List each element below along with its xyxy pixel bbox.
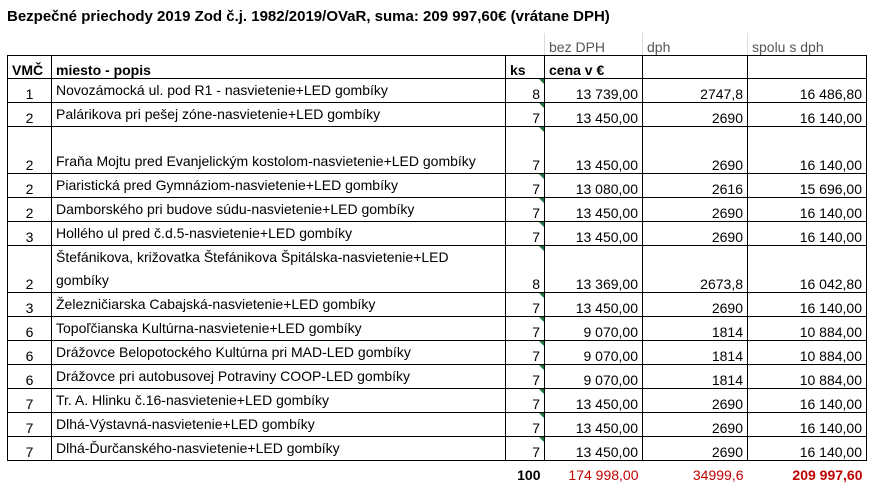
cell-vmc-value: 1 — [25, 85, 34, 102]
table-row — [8, 78, 867, 102]
cell-dph-value: 2690 — [711, 109, 743, 126]
cell-ks[interactable] — [506, 364, 545, 388]
cell-vmc[interactable] — [8, 340, 52, 364]
cell-dph[interactable] — [643, 436, 748, 460]
subheader-empty[interactable] — [506, 33, 545, 56]
cell-miesto[interactable] — [52, 221, 506, 245]
header-vmc[interactable]: VMČ — [8, 56, 52, 79]
cell-dph-value: 1814 — [711, 371, 743, 388]
cell-cena[interactable] — [545, 316, 643, 340]
header-cena[interactable]: cena v € — [545, 56, 643, 79]
cell-miesto-value: Hollého ul pred č.d.5-nasvietenie+LED gombíky — [56, 224, 353, 241]
table-row — [8, 173, 867, 197]
cell-ks[interactable] — [506, 292, 545, 316]
cell-miesto[interactable] — [52, 436, 506, 460]
total-empty[interactable] — [52, 460, 506, 483]
cell-miesto-value: Drážovce pri autobusovej Potraviny COOP-LED gombíky — [56, 367, 411, 384]
total-cena[interactable]: 174 998,00 — [568, 466, 639, 483]
cell-spolu-value: 10 884,00 — [799, 371, 862, 388]
cell-miesto[interactable] — [52, 340, 506, 364]
number-as-text-marker-icon — [539, 222, 545, 228]
cell-cena[interactable] — [545, 292, 643, 316]
cell-dph-value: 2690 — [711, 204, 743, 221]
cell-vmc[interactable] — [8, 197, 52, 221]
table-row — [8, 245, 867, 292]
cell-cena-value: 13 369,00 — [575, 275, 638, 292]
cell-ks[interactable] — [506, 388, 545, 412]
cell-vmc[interactable] — [8, 316, 52, 340]
cell-spolu[interactable] — [748, 221, 867, 245]
cell-vmc[interactable] — [8, 364, 52, 388]
number-as-text-marker-icon — [539, 246, 545, 252]
cell-spolu[interactable] — [748, 412, 867, 436]
table-row — [8, 102, 867, 126]
cell-dph[interactable] — [643, 316, 748, 340]
cell-cena[interactable] — [545, 221, 643, 245]
cell-vmc[interactable] — [8, 292, 52, 316]
cell-spolu[interactable] — [748, 364, 867, 388]
cell-dph-value: 2616 — [711, 180, 743, 197]
cell-cena-value: 9 070,00 — [583, 371, 638, 388]
cell-spolu-value: 10 884,00 — [799, 323, 862, 340]
cell-dph-value: 2690 — [711, 419, 743, 436]
cell-cena[interactable] — [545, 412, 643, 436]
cell-ks[interactable] — [506, 340, 545, 364]
subheader-empty[interactable] — [8, 33, 52, 56]
table-row — [8, 292, 867, 316]
cell-ks[interactable] — [506, 102, 545, 126]
totals-row — [8, 460, 867, 483]
cell-dph[interactable] — [643, 221, 748, 245]
cell-vmc[interactable] — [8, 412, 52, 436]
cell-miesto[interactable] — [52, 102, 506, 126]
cell-ks-value: 7 — [532, 443, 540, 460]
table-row — [8, 364, 867, 388]
cell-vmc-value: 3 — [25, 299, 34, 316]
cell-miesto[interactable] — [52, 197, 506, 221]
cell-spolu-value: 16 140,00 — [799, 443, 862, 460]
number-as-text-marker-icon — [539, 389, 545, 395]
number-as-text-marker-icon — [539, 437, 545, 443]
table-row — [8, 316, 867, 340]
cell-spolu-value: 15 696,00 — [799, 180, 862, 197]
cell-ks-value: 7 — [532, 156, 540, 173]
cell-dph-value: 2690 — [711, 228, 743, 245]
cell-dph[interactable] — [643, 292, 748, 316]
cell-dph[interactable] — [643, 173, 748, 197]
cell-dph-value: 2690 — [711, 156, 743, 173]
cell-miesto-value: Tr. A. Hlinku č.16-nasvietenie+LED gombíky — [56, 391, 329, 408]
table-row — [8, 388, 867, 412]
cell-dph[interactable] — [643, 197, 748, 221]
subheader-row — [8, 33, 867, 56]
cell-spolu-value: 16 140,00 — [799, 419, 862, 436]
cell-vmc[interactable] — [8, 436, 52, 460]
cell-cena-value: 13 450,00 — [575, 109, 638, 126]
cell-ks-value: 7 — [532, 419, 540, 436]
cell-vmc-value: 6 — [25, 323, 34, 340]
cell-spolu-value: 16 042,80 — [799, 275, 862, 292]
cell-cena[interactable] — [545, 173, 643, 197]
cell-cena[interactable] — [545, 78, 643, 102]
cell-miesto-value: Dlhá-Ďurčanského-nasvietenie+LED gombíky — [56, 439, 340, 456]
cell-cena[interactable] — [545, 126, 643, 173]
cell-dph[interactable] — [643, 340, 748, 364]
cell-miesto-value: Štefánikova, križovatka Štefánikova Špitálska-nasvietenie+LED gombíky — [56, 248, 449, 288]
total-dph[interactable]: 34999,6 — [692, 466, 744, 483]
cell-ks[interactable] — [506, 412, 545, 436]
number-as-text-marker-icon — [539, 413, 545, 419]
cell-miesto-value: Palárikova pri pešej zóne-nasvietenie+LED gombíky — [56, 105, 381, 122]
cell-cena-value: 13 739,00 — [575, 85, 638, 102]
cell-ks[interactable] — [506, 436, 545, 460]
cell-ks[interactable] — [506, 197, 545, 221]
cell-vmc-value: 7 — [25, 419, 34, 436]
cell-miesto[interactable] — [52, 364, 506, 388]
cell-miesto[interactable] — [52, 173, 506, 197]
cell-spolu-value: 16 140,00 — [799, 109, 862, 126]
cell-spolu[interactable] — [748, 78, 867, 102]
cell-cena-value: 13 450,00 — [575, 395, 638, 412]
cell-ks-value: 7 — [532, 204, 540, 221]
cell-vmc[interactable] — [8, 245, 52, 292]
table-row — [8, 126, 867, 173]
cell-ks-value: 7 — [532, 323, 540, 340]
cell-cena[interactable] — [545, 436, 643, 460]
table-row — [8, 412, 867, 436]
number-as-text-marker-icon — [539, 317, 545, 323]
cell-dph[interactable] — [643, 364, 748, 388]
cell-cena[interactable] — [545, 364, 643, 388]
cell-miesto-value: Dlhá-Výstavná-nasvietenie+LED gombíky — [56, 415, 315, 432]
cell-vmc[interactable] — [8, 102, 52, 126]
cell-spolu[interactable] — [748, 126, 867, 173]
cell-vmc-value: 2 — [25, 275, 34, 292]
cell-spolu[interactable] — [748, 436, 867, 460]
cell-miesto-value: Fraňa Mojtu pred Evanjelickým kostolom-nasvietenie+LED gombíky — [56, 152, 476, 169]
cell-spolu[interactable] — [748, 340, 867, 364]
cell-vmc[interactable] — [8, 173, 52, 197]
cell-cena[interactable] — [545, 102, 643, 126]
cell-cena-value: 13 450,00 — [575, 228, 638, 245]
subheader-empty[interactable] — [52, 33, 506, 56]
cell-vmc-value: 6 — [25, 347, 34, 364]
cell-vmc[interactable] — [8, 78, 52, 102]
cell-spolu[interactable] — [748, 292, 867, 316]
cell-spolu[interactable] — [748, 245, 867, 292]
number-as-text-marker-icon — [539, 341, 545, 347]
total-empty[interactable] — [8, 460, 52, 483]
cell-vmc[interactable] — [8, 388, 52, 412]
cell-ks[interactable] — [506, 126, 545, 173]
table-row — [8, 221, 867, 245]
cell-spolu-value: 16 140,00 — [799, 156, 862, 173]
cell-dph-value: 1814 — [711, 347, 743, 364]
cell-dph-value: 1814 — [711, 323, 743, 340]
cell-vmc-value: 2 — [25, 156, 34, 173]
cell-spolu-value: 16 140,00 — [799, 204, 862, 221]
cell-dph[interactable] — [643, 412, 748, 436]
cell-miesto[interactable] — [52, 412, 506, 436]
cell-spolu-value: 16 140,00 — [799, 299, 862, 316]
cell-dph[interactable] — [643, 78, 748, 102]
cell-cena-value: 13 450,00 — [575, 204, 638, 221]
table-row — [8, 340, 867, 364]
cell-miesto-value: Železničiarska Cabajská-nasvietenie+LED gombíky — [56, 295, 376, 312]
cell-dph-value: 2747,8 — [700, 85, 743, 102]
cell-miesto[interactable] — [52, 126, 506, 173]
cell-ks-value: 7 — [532, 180, 540, 197]
cell-cena-value: 13 450,00 — [575, 443, 638, 460]
cell-miesto[interactable] — [52, 245, 506, 292]
cell-ks-value: 7 — [532, 347, 540, 364]
cell-spolu[interactable] — [748, 102, 867, 126]
subheader-bez-dph[interactable]: bez DPH — [545, 33, 643, 56]
table-row — [8, 197, 867, 221]
header-miesto[interactable]: miesto - popis — [52, 56, 506, 79]
cell-cena-value: 9 070,00 — [583, 347, 638, 364]
cell-vmc[interactable] — [8, 221, 52, 245]
cell-ks-value: 7 — [532, 109, 540, 126]
cell-ks[interactable] — [506, 245, 545, 292]
cell-cena-value: 13 450,00 — [575, 419, 638, 436]
cell-vmc[interactable] — [8, 126, 52, 173]
number-as-text-marker-icon — [539, 293, 545, 299]
cell-ks-value: 7 — [532, 371, 540, 388]
cell-miesto-value: Drážovce Belopotockého Kultúrna pri MAD-LED gombíky — [56, 343, 411, 360]
cell-spolu[interactable] — [748, 197, 867, 221]
cell-ks-value: 8 — [532, 275, 540, 292]
cell-ks-value: 8 — [532, 85, 540, 102]
cell-spolu[interactable] — [748, 388, 867, 412]
cell-dph[interactable] — [643, 245, 748, 292]
subheader-spolu[interactable]: spolu s dph — [748, 33, 867, 56]
cell-ks-value: 7 — [532, 299, 540, 316]
cell-cena[interactable] — [545, 340, 643, 364]
cell-vmc-value: 3 — [25, 228, 34, 245]
number-as-text-marker-icon — [539, 79, 545, 85]
sheet-title: Bezpečné priechody 2019 Zod č.j. 1982/2019/OVaR, suma: 209 997,60€ (vrátane DPH) — [7, 8, 610, 25]
cell-dph-value: 2690 — [711, 443, 743, 460]
cell-dph-value: 2690 — [711, 395, 743, 412]
cell-cena-value: 13 080,00 — [575, 180, 638, 197]
number-as-text-marker-icon — [539, 198, 545, 204]
cell-cena-value: 13 450,00 — [575, 299, 638, 316]
cell-cena[interactable] — [545, 245, 643, 292]
cell-vmc-value: 7 — [25, 395, 34, 412]
header-ks[interactable]: ks — [506, 56, 545, 79]
cell-spolu-value: 16 140,00 — [799, 228, 862, 245]
number-as-text-marker-icon — [539, 174, 545, 180]
cell-vmc-value: 7 — [25, 443, 34, 460]
number-as-text-marker-icon — [539, 365, 545, 371]
table-row — [8, 436, 867, 460]
cell-ks[interactable] — [506, 316, 545, 340]
cell-ks[interactable] — [506, 173, 545, 197]
cell-cena-value: 9 070,00 — [583, 323, 638, 340]
cell-vmc-value: 2 — [25, 180, 34, 197]
cell-vmc-value: 2 — [25, 204, 34, 221]
cell-miesto-value: Damborského pri budove súdu-nasvietenie+LED gombíky — [56, 200, 415, 217]
cell-vmc-value: 2 — [25, 109, 34, 126]
cell-spolu-value: 16 140,00 — [799, 395, 862, 412]
header-empty[interactable] — [643, 56, 748, 79]
cell-cena[interactable] — [545, 197, 643, 221]
header-row — [8, 56, 867, 79]
cell-dph-value: 2690 — [711, 299, 743, 316]
cell-dph[interactable] — [643, 126, 748, 173]
cell-ks[interactable] — [506, 78, 545, 102]
cell-miesto-value: Topoľčianska Kultúrna-nasvietenie+LED gombíky — [56, 319, 362, 336]
priechody-table — [7, 33, 867, 483]
cell-ks[interactable] — [506, 221, 545, 245]
cell-dph[interactable] — [643, 388, 748, 412]
cell-spolu[interactable] — [748, 316, 867, 340]
cell-spolu[interactable] — [748, 173, 867, 197]
cell-cena[interactable] — [545, 388, 643, 412]
cell-dph[interactable] — [643, 102, 748, 126]
cell-ks-value: 7 — [532, 228, 540, 245]
subheader-dph[interactable]: dph — [643, 33, 748, 56]
cell-vmc-value: 6 — [25, 371, 34, 388]
cell-miesto[interactable] — [52, 292, 506, 316]
total-ks[interactable]: 100 — [517, 466, 541, 483]
cell-cena-value: 13 450,00 — [575, 156, 638, 173]
cell-miesto-value: Piaristická pred Gymnáziom-nasvietenie+LED gombíky — [56, 176, 398, 193]
header-empty[interactable] — [748, 56, 867, 79]
cell-miesto[interactable] — [52, 388, 506, 412]
cell-ks-value: 7 — [532, 395, 540, 412]
number-as-text-marker-icon — [539, 127, 545, 133]
number-as-text-marker-icon — [539, 103, 545, 109]
cell-spolu-value: 10 884,00 — [799, 347, 862, 364]
cell-miesto-value: Novozámocká ul. pod R1 - nasvietenie+LED gombíky — [56, 81, 388, 98]
total-spolu[interactable]: 209 997,60 — [792, 466, 863, 483]
cell-miesto[interactable] — [52, 78, 506, 102]
cell-spolu-value: 16 486,80 — [799, 85, 862, 102]
cell-miesto[interactable] — [52, 316, 506, 340]
cell-dph-value: 2673,8 — [700, 275, 743, 292]
